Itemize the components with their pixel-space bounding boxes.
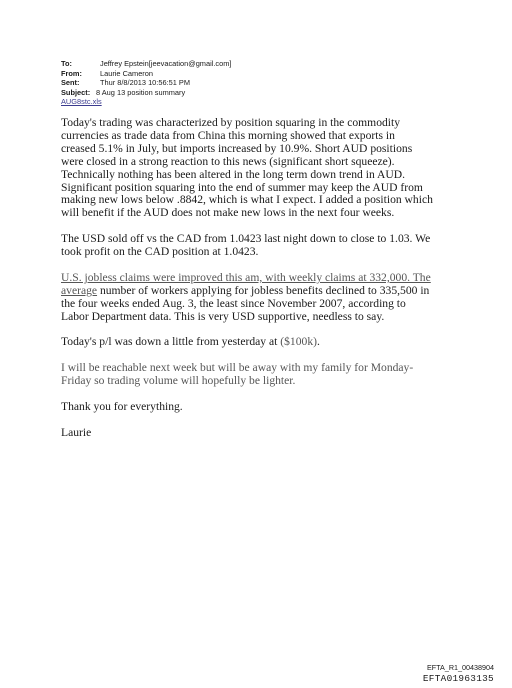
body-line: Significant position squaring into the end of summer may keep the AUD from (61, 180, 423, 194)
body-line: Technically nothing has been altered in the long term down trend in AUD. (61, 167, 406, 181)
body-line: will benefit if the AUD does not make new lows in the next four weeks. (61, 206, 395, 220)
attachment-link[interactable]: AUG8stc.xls (61, 97, 102, 107)
to-row (61, 59, 231, 69)
pl-text: Today's p/l was down a little from yesterday at (61, 335, 281, 349)
signature (61, 427, 461, 440)
paragraph-thanks (61, 401, 461, 414)
jobless-link[interactable]: U.S. jobless claims were improved this am, with weekly claims at 332,000. The (61, 270, 431, 284)
subject-row (61, 88, 231, 98)
bates-number-2: EFTA01963135 (422, 673, 494, 684)
body-line: creased 5.1% in July, but imports increased by 10.9%. Short AUD positions (61, 141, 413, 155)
body-line: Thank you for everything. (61, 399, 183, 413)
from-value: Laurie Cameron (100, 68, 153, 78)
from-label: From: (61, 68, 82, 78)
paragraph-availability (61, 362, 461, 388)
signature-name: Laurie (61, 425, 92, 439)
body-line (61, 285, 461, 298)
sent-value: Thur 8/8/2013 10:56:51 PM (100, 78, 190, 88)
pl-value: ($100k) (280, 335, 317, 349)
body-line: The USD sold off vs the CAD from 1.0423 last night down to close to 1.03. We (61, 232, 431, 246)
body-line: the four weeks ended Aug. 3, the least since November 2007, according to (61, 296, 406, 310)
bates-number-1: EFTA_R1_00438904 (427, 663, 494, 672)
body-line: I will be reachable next week but will be away with my family for Monday- (61, 361, 414, 375)
paragraph-jobless (61, 272, 461, 324)
to-label: To: (61, 59, 72, 68)
pl-end: . (316, 335, 320, 349)
body-line: making new lows below .8842, which is what I expect. I added a position which (61, 193, 433, 207)
sent-row (61, 78, 231, 88)
body-line: Labor Department data. This is very USD supportive, needless to say. (61, 309, 385, 323)
sent-label: Sent: (61, 78, 80, 88)
body-line: Today's trading was characterized by position squaring in the commodity (61, 116, 401, 129)
body-line: Friday so trading volume will hopefully be lighter. (61, 374, 296, 388)
jobless-link-cont[interactable]: average (61, 283, 98, 297)
body-line (61, 336, 461, 349)
to-value: Jeffrey Epstein[jeevacation@gmail.com] (100, 59, 232, 68)
body-line: currencies as trade data from China this morning showed that exports in (61, 128, 395, 142)
subject-label: Subject: (61, 87, 91, 97)
email-body (61, 117, 461, 452)
body-line: took profit on the CAD position at 1.0423. (61, 245, 259, 259)
paragraph-aud (61, 117, 461, 220)
body-text: number of workers applying for jobless benefits declined to 335,500 in (97, 283, 430, 297)
from-row (61, 69, 231, 79)
paragraph-pl (61, 336, 461, 349)
body-line: were closed in a strong reaction to this news (significant short squeeze). (61, 154, 395, 168)
email-header (61, 59, 231, 107)
paragraph-cad (61, 233, 461, 259)
subject-value: 8 Aug 13 position summary (96, 87, 186, 97)
